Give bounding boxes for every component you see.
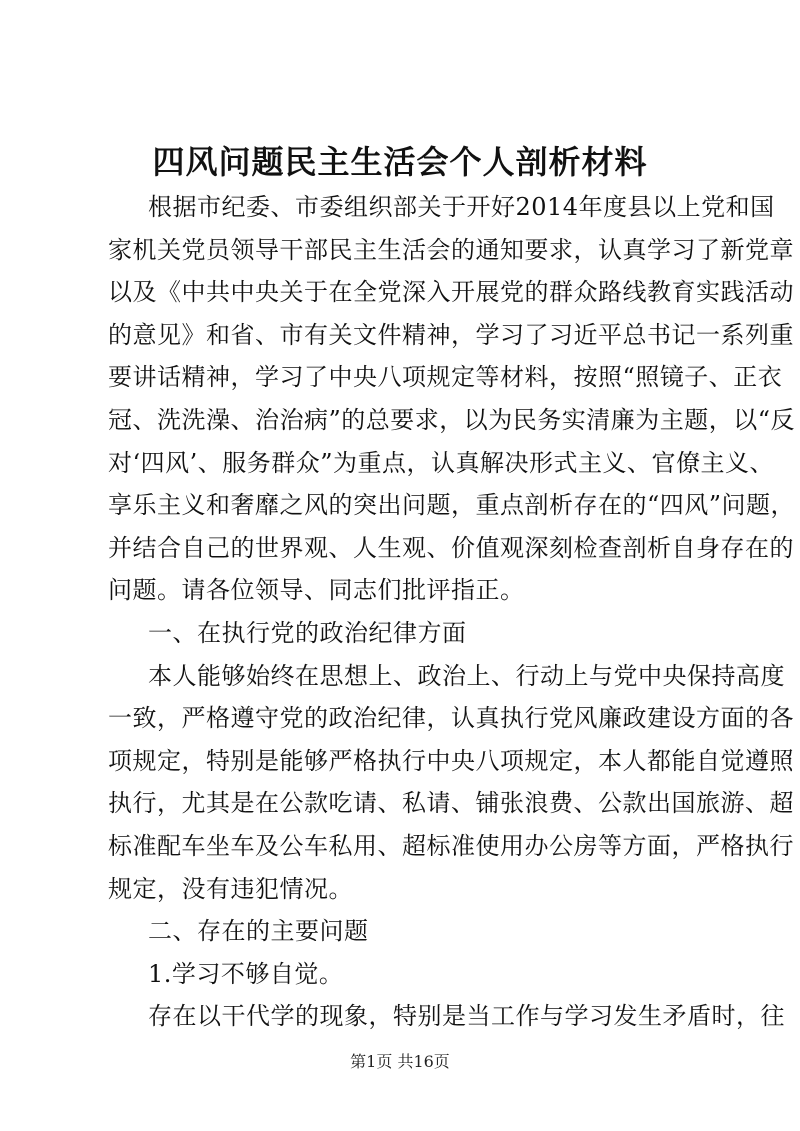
paragraph-line: 存在以干代学的现象，特别是当工作与学习发生矛盾时，往 xyxy=(148,1002,785,1031)
paragraph-line: 家机关党员领导干部民主生活会的通知要求，认真学习了新党章 xyxy=(108,235,794,264)
paragraph-line: 根据市纪委、市委组织部关于开好2014年度县以上党和国 xyxy=(148,193,775,221)
paragraph-line: 标准配车坐车及公车私用、超标准使用办公房等方面，严格执行 xyxy=(108,831,794,860)
subsection-heading: 1.学习不够自觉。 xyxy=(148,959,344,988)
section-heading: 二、存在的主要问题 xyxy=(148,917,369,946)
document-title: 四风问题民主生活会个人剖析材料 xyxy=(152,143,648,181)
paragraph-line: 并结合自己的世界观、人生观、价值观深刻检查剖析自身存在的 xyxy=(108,533,794,562)
paragraph-line: 一致，严格遵守党的政治纪律，认真执行党风廉政建设方面的各 xyxy=(108,704,794,733)
paragraph-line: 本人能够始终在思想上、政治上、行动上与党中央保持高度 xyxy=(148,661,785,690)
paragraph-line: 执行，尤其是在公款吃请、私请、铺张浪费、公款出国旅游、超 xyxy=(108,789,794,818)
document-body xyxy=(108,186,796,1038)
paragraph-line: 以及《中共中央关于在全党深入开展党的群众路线教育实践活动 xyxy=(108,278,794,307)
paragraph-line: 对‘四风’、服务群众”为重点，认真解决形式主义、官僚主义、 xyxy=(108,448,775,477)
section-heading: 一、在执行党的政治纪律方面 xyxy=(148,618,467,647)
paragraph-line: 冠、洗洗澡、治治病”的总要求，以为民务实清廉为主题，以“反 xyxy=(108,405,796,434)
paragraph-line: 问题。请各位领导、同志们批评指正。 xyxy=(108,576,525,605)
paragraph-line: 项规定，特别是能够严格执行中央八项规定，本人都能自觉遵照 xyxy=(108,746,794,775)
paragraph-line: 规定，没有违犯情况。 xyxy=(108,874,353,903)
paragraph-line: 享乐主义和奢靡之风的突出问题，重点剖析存在的“四风”问题， xyxy=(108,491,796,520)
page-footer: 第1页 共16页 xyxy=(350,1052,450,1071)
paragraph-line: 要讲话精神，学习了中央八项规定等材料，按照“照镜子、正衣 xyxy=(108,363,783,392)
paragraph-line: 的意见》和省、市有关文件精神，学习了习近平总书记一系列重 xyxy=(108,320,794,349)
